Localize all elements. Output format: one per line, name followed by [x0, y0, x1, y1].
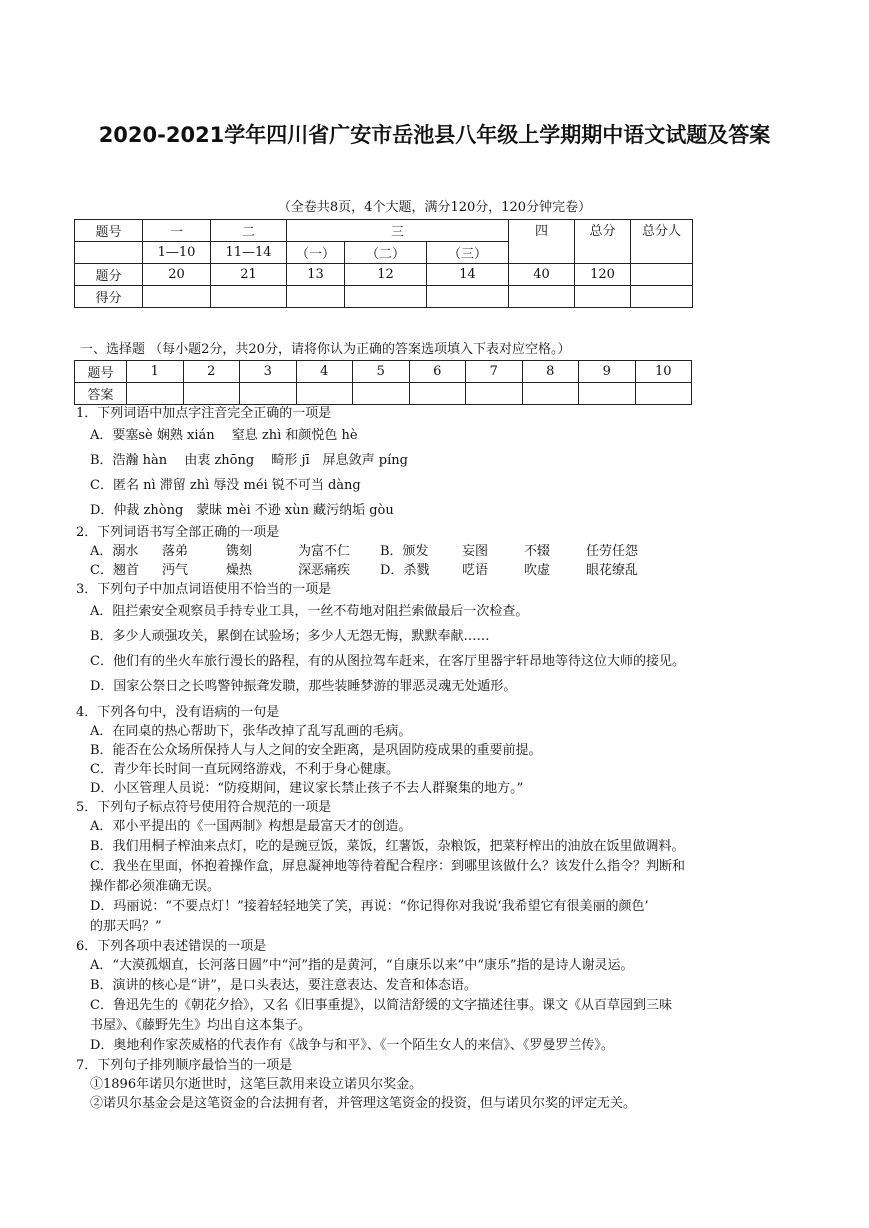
score-header-er: 二 — [211, 220, 287, 242]
q6-option-c: C．鲁迅先生的《朝花夕拾》，又名《旧事重提》，以简洁舒缓的文字描述往事。课文《从百草园到三味 — [90, 998, 672, 1013]
q2-stem: 2．下列词语书写全部正确的一项是 — [76, 525, 280, 540]
score-value: 40 — [509, 264, 575, 286]
answer-cell[interactable] — [353, 383, 410, 405]
answer-cell[interactable] — [183, 383, 240, 405]
score-sub-3: （三） — [427, 242, 509, 264]
q2-word: B．颁发 — [380, 544, 429, 559]
score-cell-empty — [631, 264, 693, 286]
score-entry-cell[interactable] — [575, 286, 631, 308]
q6-option-d: D．奥地利作家茨威格的代表作有《战争与和平》、《一个陌生女人的来信》、《罗曼罗兰传》。 — [90, 1038, 614, 1053]
score-entry-cell[interactable] — [345, 286, 427, 308]
q5-option-d: D．玛丽说：“不要点灯！”接着轻轻地笑了笑，再说：“你记得你对我说‘我希望它有很美丽的颜色’ — [90, 899, 649, 914]
q7-sentence-2: ②诺贝尔基金会是这笔资金的合法拥有者，并管理这笔资金的投资，但与诺贝尔奖的评定无关。 — [90, 1096, 637, 1111]
score-row-tifen: 题分 — [75, 264, 143, 286]
score-entry-cell[interactable] — [211, 286, 287, 308]
q1-stem: 1．下列词语中加点字注音完全正确的一项是 — [76, 406, 332, 421]
score-cell-empty — [75, 242, 143, 264]
q2-word: C．翘首 — [90, 563, 139, 578]
q2-word: 吹虚 — [524, 563, 551, 578]
answer-num: 6 — [409, 361, 466, 383]
answer-num: 1 — [127, 361, 184, 383]
score-header-tihao: 题号 — [75, 220, 143, 242]
questions — [76, 404, 796, 1113]
q2-word: 呓语 — [462, 563, 489, 578]
q1-option-c: C．匿名 nì 滞留 zhì 辱没 méi 锐不可当 dàng — [90, 478, 361, 493]
answer-num: 7 — [466, 361, 523, 383]
page-title: 2020-2021学年四川省广安市岳池县八年级上学期期中语文试题及答案 — [98, 123, 771, 147]
score-entry-cell[interactable] — [509, 286, 575, 308]
q1-option-d: D．仲裁 zhòng 蒙昧 mèi 不逊 xùn 藏污纳垢 gòu — [90, 503, 394, 518]
exam-subtitle: （全卷共8页，4个大题，满分120分，120分钟完卷） — [277, 200, 592, 215]
score-header-san: 三 — [287, 220, 509, 242]
q3-stem: 3．下列句子中加点词语使用不恰当的一项是 — [76, 582, 332, 597]
q6-option-c-cont: 书屋》、《藤野先生》均出自这本集子。 — [90, 1018, 312, 1033]
score-value: 21 — [211, 264, 287, 286]
score-header-yi: 一 — [143, 220, 211, 242]
score-sub-1: （一） — [287, 242, 345, 264]
q4-option-c: C．青少年长时间一直玩网络游戏，不利于身心健康。 — [90, 762, 399, 777]
q2-word: 镌刻 — [226, 544, 253, 559]
score-value: 13 — [287, 264, 345, 286]
q2-word: D．杀戮 — [380, 563, 430, 578]
score-value: 12 — [345, 264, 427, 286]
answer-num: 4 — [296, 361, 353, 383]
q3-option-a: A．阻拦索安全观察员手持专业工具，一丝不苟地对阻拦索做最后一次检查。 — [90, 604, 529, 619]
score-header-zongfenren: 总分人 — [631, 220, 693, 264]
answer-cell[interactable] — [409, 383, 466, 405]
score-header-si: 四 — [509, 220, 575, 264]
q4-option-b: B．能否在公众场所保持人与人之间的安全距离，是巩固防疫成果的重要前提。 — [90, 743, 542, 758]
q2-row-2 — [76, 561, 796, 580]
score-value: 120 — [575, 264, 631, 286]
answer-cell[interactable] — [240, 383, 297, 405]
q4-option-a: A．在同桌的热心帮助下，张华改掉了乱写乱画的毛病。 — [90, 724, 412, 739]
q1-option-b: B．浩瀚 hàn 由衷 zhōng 畸形 jī 屏息敛声 píng — [90, 453, 408, 468]
answer-num: 8 — [522, 361, 579, 383]
q5-option-d-cont: 的那天吗？” — [90, 919, 162, 934]
q2-word: 不辍 — [524, 544, 551, 559]
q7-sentence-1: ①1896年诺贝尔逝世时，这笔巨款用来设立诺贝尔奖金。 — [90, 1077, 423, 1092]
q3-option-c: C．他们有的坐火车旅行漫长的路程，有的从图拉驾车赶来，在客厅里器宇轩昂地等待这位大师的接见。 — [90, 654, 685, 669]
score-range-yi: 1—10 — [143, 242, 211, 264]
q5-option-c: C．我坐在里面，怀抱着操作盒，屏息凝神地等待着配合程序：到哪里该做什么？该发什么指令？判断和 — [90, 859, 685, 874]
score-entry-cell[interactable] — [287, 286, 345, 308]
score-entry-cell[interactable] — [631, 286, 693, 308]
q1-option-a: A．要塞sè 娴熟 xián 窒息 zhì 和颜悦色 hè — [90, 428, 358, 443]
q2-word: 落弟 — [162, 544, 189, 559]
q2-word: A．溺水 — [90, 544, 139, 559]
score-value: 14 — [427, 264, 509, 286]
answer-num: 3 — [240, 361, 297, 383]
q5-option-c-cont: 操作都必须准确无误。 — [90, 879, 221, 894]
q5-option-b: B．我们用桐子榨油来点灯，吃的是豌豆饭，菜饭，红薯饭，杂粮饭，把菜籽榨出的油放在饭里做调料。 — [90, 839, 685, 854]
score-table — [74, 219, 693, 308]
answer-header-daan: 答案 — [75, 383, 127, 405]
q2-word: 沔气 — [162, 563, 189, 578]
answer-num: 2 — [183, 361, 240, 383]
answer-cell[interactable] — [635, 383, 692, 405]
answer-cell[interactable] — [296, 383, 353, 405]
answer-cell[interactable] — [579, 383, 636, 405]
score-range-er: 11—14 — [211, 242, 287, 264]
answer-num: 5 — [353, 361, 410, 383]
q2-row-1 — [76, 542, 796, 561]
answer-cell[interactable] — [522, 383, 579, 405]
score-value: 20 — [143, 264, 211, 286]
q6-option-a: A．“大漠孤烟直，长河落日圆”中“河”指的是黄河，“自康乐以来”中“康乐”指的是诗人谢灵运。 — [90, 958, 634, 973]
score-header-zongfen: 总分 — [575, 220, 631, 264]
q5-stem: 5．下列句子标点符号使用符合规范的一项是 — [76, 800, 332, 815]
q2-word: 为富不仁 — [298, 544, 351, 559]
q6-stem: 6．下列各项中表述错误的一项是 — [76, 939, 267, 954]
q2-word: 深恶痛疾 — [298, 563, 351, 578]
section-heading: 一、选择题 （每小题2分，共20分，请将你认为正确的答案选项填入下表对应空格。） — [80, 342, 571, 357]
score-row-defen: 得分 — [75, 286, 143, 308]
score-entry-cell[interactable] — [427, 286, 509, 308]
q3-option-d: D．国家公祭日之长鸣警钟振聋发聩，那些装睡梦游的罪恶灵魂无处遁形。 — [90, 679, 517, 694]
q6-option-b: B．演讲的核心是“讲”，是口头表达，要注意表达、发音和体态语。 — [90, 978, 477, 993]
answer-num: 10 — [635, 361, 692, 383]
q2-word: 任劳任怨 — [586, 544, 639, 559]
q2-word: 燥热 — [226, 563, 253, 578]
answer-cell[interactable] — [127, 383, 184, 405]
answer-cell[interactable] — [466, 383, 523, 405]
score-sub-2: （二） — [345, 242, 427, 264]
q3-option-b: B．多少人顽强攻关，累倒在试验场；多少人无怨无悔，默默奉献…… — [90, 629, 490, 644]
q7-stem: 7．下列句子排列顺序最恰当的一项是 — [76, 1058, 293, 1073]
q4-stem: 4．下列各句中，没有语病的一句是 — [76, 705, 280, 720]
q4-option-d: D．小区管理人员说：“防疫期间，建议家长禁止孩子不去人群聚集的地方。” — [90, 781, 524, 796]
answer-table — [74, 360, 692, 405]
q5-option-a: A．邓小平提出的《一国两制》构想是最富天才的创造。 — [90, 819, 412, 834]
q2-word: 妄图 — [462, 544, 489, 559]
score-entry-cell[interactable] — [143, 286, 211, 308]
answer-header-tihao: 题号 — [75, 361, 127, 383]
answer-num: 9 — [579, 361, 636, 383]
q2-word: 眼花缭乱 — [586, 563, 639, 578]
